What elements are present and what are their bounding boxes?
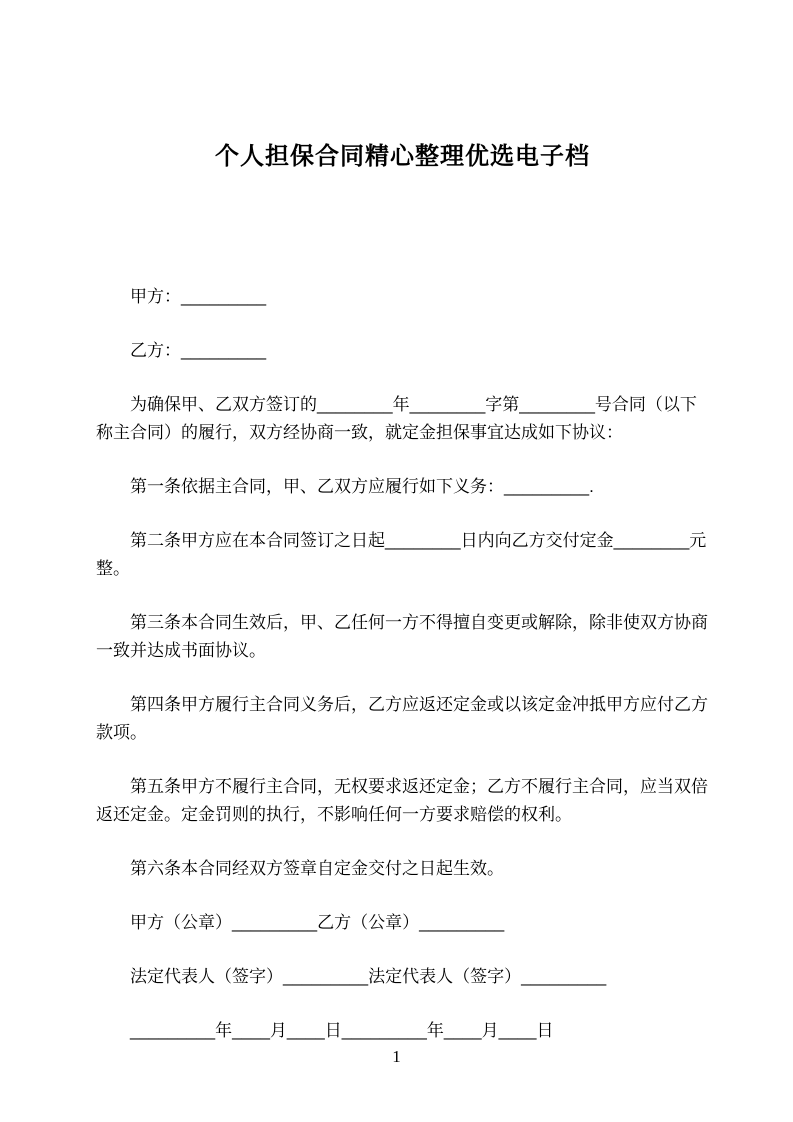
clause-6: 第六条本合同经双方签章自定金交付之日起生效。: [130, 859, 504, 878]
seal-signature-line: 甲方（公章）_________乙方（公章）_________: [130, 913, 505, 932]
clause-2: 第二条甲方应在本合同签订之日起________日内向乙方交付定金________元整。: [96, 531, 707, 578]
preamble-paragraph: 为确保甲、乙双方签订的________年________字第________号合同（以下称主合同）的履行，双方经协商一致，就定金担保事宜达成如下协议：: [96, 395, 697, 442]
clause-3: 第三条本合同生效后，甲、乙任何一方不得擅自变更或解除，除非使双方协商一致并达成书面协议。: [96, 613, 708, 660]
party-a-line: 甲方：_________: [130, 287, 267, 306]
clause-4: 第四条甲方履行主合同义务后，乙方应返还定金或以该定金冲抵甲方应付乙方款项。: [96, 695, 708, 742]
party-b-line: 乙方：_________: [130, 341, 267, 360]
date-line: _________年____月____日_________年____月____日: [130, 1021, 554, 1040]
clause-5: 第五条甲方不履行主合同，无权要求返还定金；乙方不履行主合同，应当双倍返还定金。定金罚则的执行，不影响任何一方要求赔偿的权利。: [96, 777, 708, 824]
page-number: 1: [392, 1047, 401, 1066]
document-title: 个人担保合同精心整理优选电子档: [215, 143, 590, 170]
legal-representative-line: 法定代表人（签字）_________法定代表人（签字）_________: [130, 967, 607, 986]
clause-1: 第一条依据主合同，甲、乙双方应履行如下义务：_________.: [130, 477, 594, 496]
